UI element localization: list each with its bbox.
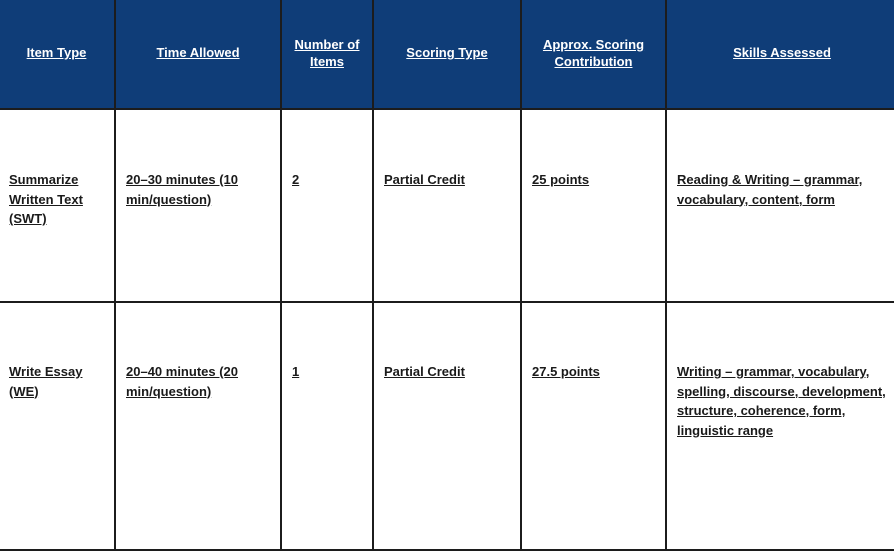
- cell-scoring-type: Partial Credit: [373, 302, 521, 550]
- cell-time-allowed: 20–30 minutes (10 min/question): [115, 109, 281, 302]
- header-scoring-type: Scoring Type: [373, 0, 521, 109]
- cell-scoring-contribution: 25 points: [521, 109, 666, 302]
- cell-number-of-items: 2: [281, 109, 373, 302]
- header-time-allowed: Time Allowed: [115, 0, 281, 109]
- cell-scoring-contribution: 27.5 points: [521, 302, 666, 550]
- cell-item-type: Write Essay (WE): [0, 302, 115, 550]
- table-row: [0, 109, 894, 302]
- header-scoring-contribution: Approx. Scoring Contribution: [521, 0, 666, 109]
- cell-scoring-type: Partial Credit: [373, 109, 521, 302]
- cell-number-of-items: 1: [281, 302, 373, 550]
- cell-item-type: Summarize Written Text (SWT): [0, 109, 115, 302]
- cell-time-allowed: 20–40 minutes (20 min/question): [115, 302, 281, 550]
- header-number-of-items: Number of Items: [281, 0, 373, 109]
- header-row: [0, 0, 894, 109]
- table-row: [0, 302, 894, 550]
- cell-skills-assessed: Reading & Writing – grammar, vocabulary, content, form: [666, 109, 894, 302]
- header-skills-assessed: Skills Assessed: [666, 0, 894, 109]
- header-item-type: Item Type: [0, 0, 115, 109]
- cell-skills-assessed: Writing – grammar, vocabulary, spelling, discourse, development, structure, coherence, form, linguistic range: [666, 302, 894, 550]
